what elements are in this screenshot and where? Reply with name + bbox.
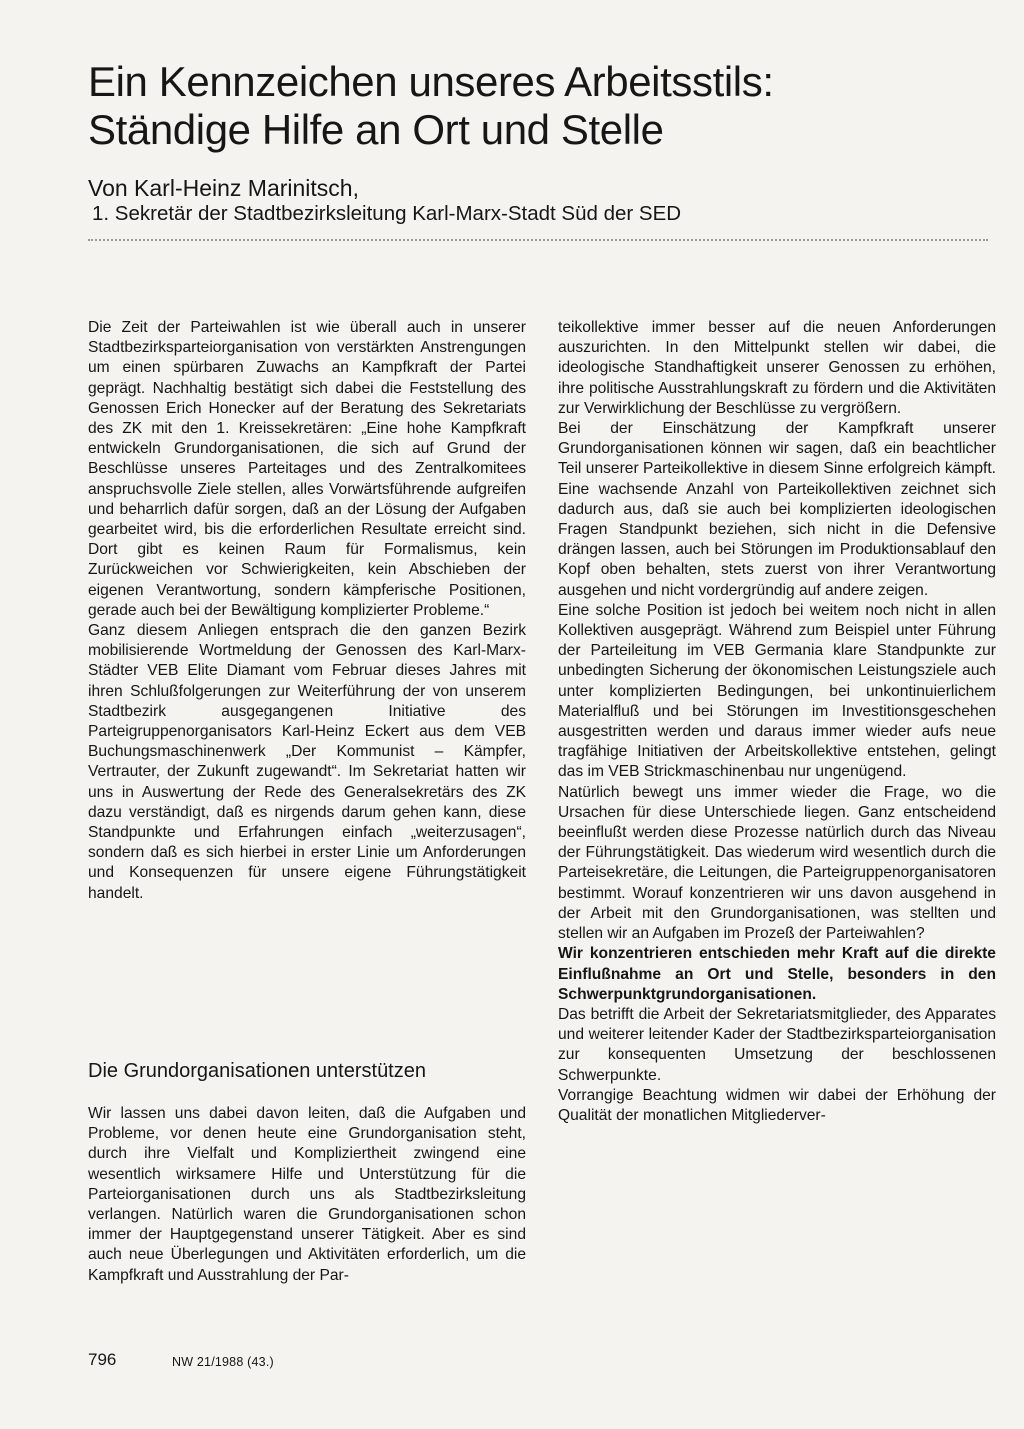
author-role: 1. Sekretär der Stadtbezirksleitung Karl-Marx-Stadt Süd der SED bbox=[92, 202, 682, 225]
issue-reference: NW 21/1988 (43.) bbox=[172, 1355, 274, 1369]
paragraph: Wir lassen uns dabei davon leiten, daß die Aufgaben und Probleme, vor denen heute eine Grundorganisation steht, durch ihre Vielfalt und Kompliziertheit zwingend eine wesentlich wirksamere Hilfe und Unterstützung für die Parteiorganisationen durch uns als Stadtbezirksleitung verlangen. Natürlich waren die Grundorganisationen schon immer der Hauptgegenstand unserer Tätigkeit. Aber es sind auch neue Überlegungen und Aktivitäten erforderlich, um die Kampfkraft und Ausstrahlung der Par- bbox=[88, 1105, 526, 1284]
author-byline: Von Karl-Heinz Marinitsch, bbox=[88, 175, 359, 201]
bold-paragraph: Wir konzentrieren entschieden mehr Kraft auf die direkte Einflußnahme an Ort und Stelle, besonders in den Schwerpunktgrundorganisationen. bbox=[558, 945, 996, 1003]
article-title-line-2: Ständige Hilfe an Ort und Stelle bbox=[88, 106, 664, 153]
paragraph: Vorrangige Beachtung widmen wir dabei der Erhöhung der Qualität der monatlichen Mitgliederver- bbox=[558, 1086, 996, 1124]
paragraph: Ganz diesem Anliegen entsprach die den ganzen Bezirk mobilisierende Wortmeldung der Genossen des Karl-Marx-Städter VEB Elite Diamant vom Februar dieses Jahres mit ihren Schlußfolgerungen zur Weiterführung der von unserem Stadtbezirk ausgegangenen Initiative des Parteigruppenorganisators Karl-Heinz Eckert aus dem VEB Buchungsmaschinenwerk „Der Kommunist – Kämpfer, Vertrauter, der Zukunft zugewandt“. Im Sekretariat hatten wir uns in Auswertung der Rede des Generalsekretärs des ZK dazu verständigt, daß es nirgends darum gehen kann, diese Standpunkte und Erfahrungen einfach „weiterzusagen“, sondern daß es sich hierbei in erster Linie um Anforderungen und Konsequenzen für unsere eigene Führungstätigkeit handelt. bbox=[88, 622, 526, 902]
section-heading: Die Grundorganisationen unterstützen bbox=[88, 1060, 426, 1082]
header-divider bbox=[88, 239, 988, 241]
paragraph: Eine solche Position ist jedoch bei weitem noch nicht in allen Kollektiven ausgeprägt. Während zum Beispiel unter Führung der Parteileitung im VEB Germania klare Standpunkte zur unbedingten Sicherung der ökonomischen Leistungsziele auch unter komplizierten Bedingungen, bei unkontinuierlichem Materialfluß und bei Störungen im Investitionsgeschehen ausgestritten werden und daraus immer wieder aufs neue tragfähige Initiativen der Arbeitskollektive entstehen, gelingt das im VEB Strickmaschinenbau nur ungenügend. bbox=[558, 601, 996, 781]
paragraph: teikollektive immer besser auf die neuen Anforderungen auszurichten. In den Mittelpunkt stellen wir dabei, die ideologische Standhaftigkeit unserer Genossen zu erhöhen, ihre politische Ausstrahlungskraft zu fördern und die Aktivitäten zur Verwirklichung der Beschlüsse zu vergrößern. bbox=[558, 319, 996, 417]
left-column-continued bbox=[88, 1104, 526, 1286]
page-number: 796 bbox=[88, 1350, 117, 1369]
paragraph: Die Zeit der Parteiwahlen ist wie überall auch in unserer Stadtbezirksparteiorganisation von verstärkten Anstrengungen um einen spürbaren Zuwachs an Kampfkraft der Partei geprägt. Nachhaltig bestätigt sich dabei die Feststellung des Genossen Erich Honecker auf der Beratung des Sekretariats des ZK mit den 1. Kreissekretären: „Eine hohe Kampfkraft entwickeln Grundorganisationen, die sich auf Grund der Beschlüsse unseres Parteitages und des Zentralkomitees anspruchsvolle Ziele stellen, alles Vorwärtsführende aufgreifen und beharrlich dafür sorgen, daß an der Lösung der Aufgaben gearbeitet wird, bis die erforderlichen Resultate erreicht sind. Dort gibt es keinen Raum für Formalismus, kein Zurückweichen vor Schwierigkeiten, kein Abschieben der eigenen Verantwortung, sondern kämpferische Positionen, gerade auch bei der Bewältigung komplizierter Probleme.“ bbox=[88, 319, 526, 619]
left-column bbox=[88, 318, 526, 904]
article-title bbox=[88, 58, 988, 154]
author-block bbox=[88, 176, 988, 226]
paragraph: Bei der Einschätzung der Kampfkraft unserer Grundorganisationen können wir sagen, daß ein beachtlicher Teil unserer Parteikollektive in diesem Sinne erfolgreich kämpft. Eine wachsende Anzahl von Parteikollektiven zeichnet sich dadurch aus, daß sie auch bei komplizierten ideologischen Fragen Standpunkt beziehen, sich nicht in die Defensive drängen lassen, auch bei Störungen im Produktionsablauf den Kopf oben behalten, stets zuerst von ihrer Verantwortung ausgehen und nicht vordergründig auf andere zeigen. bbox=[558, 420, 996, 599]
right-column bbox=[558, 318, 996, 1126]
paragraph: Natürlich bewegt uns immer wieder die Frage, wo die Ursachen für diese Unterschiede liegen. Ganz entscheidend beeinflußt werden diese Prozesse natürlich durch das Niveau der Führungstätigkeit. Das wiederum wird wesentlich durch die Parteisekretäre, die Leitungen, die Parteigruppenorganisatoren bestimmt. Worauf konzentrieren wir uns davon ausgehend in der Arbeit mit den Grundorganisationen, was stellten und stellen wir an Aufgaben im Prozeß der Parteiwahlen? bbox=[558, 783, 996, 943]
article-title-line-1: Ein Kennzeichen unseres Arbeitsstils: bbox=[88, 58, 774, 105]
paragraph: Das betrifft die Arbeit der Sekretariatsmitglieder, des Apparates und weiterer leitender Kader der Stadtbezirksparteiorganisation zur konsequenten Umsetzung der beschlossenen Schwerpunkte. bbox=[558, 1005, 996, 1084]
